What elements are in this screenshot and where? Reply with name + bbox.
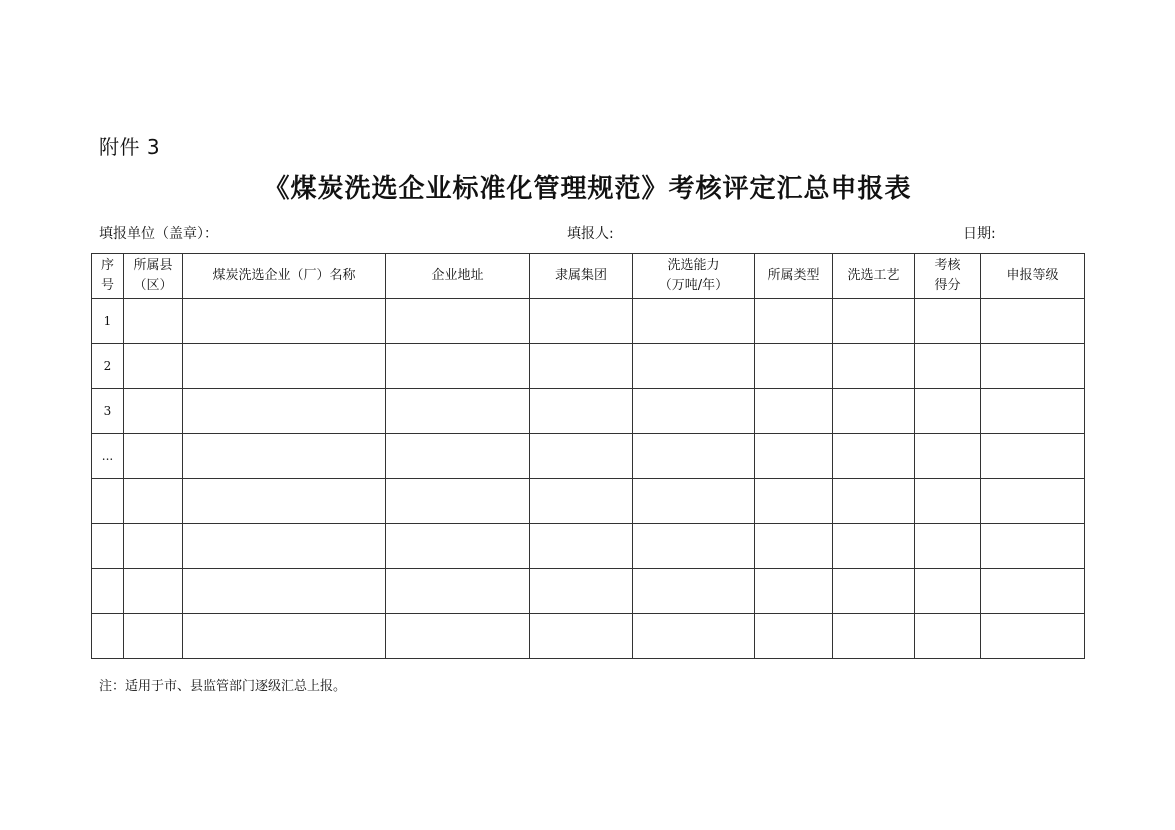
group-cell[interactable]: [530, 479, 633, 524]
process-cell[interactable]: [833, 299, 915, 344]
header-county-line2: （区）: [133, 278, 173, 293]
header-score-line1: 考核: [934, 258, 961, 273]
row-number: 1: [92, 299, 124, 344]
county-cell[interactable]: [124, 344, 183, 389]
capacity-cell[interactable]: [633, 344, 755, 389]
score-cell[interactable]: [915, 569, 981, 614]
enterprise-name-cell[interactable]: [183, 524, 386, 569]
attachment-label: 附件 3: [99, 135, 161, 159]
row-number: ...: [92, 434, 124, 479]
reporter-label: 填报人:: [567, 226, 614, 242]
enterprise-name-cell[interactable]: [183, 344, 386, 389]
enterprise-name-cell[interactable]: [183, 299, 386, 344]
grade-cell[interactable]: [981, 344, 1085, 389]
enterprise-name-cell[interactable]: [183, 389, 386, 434]
type-cell[interactable]: [755, 569, 833, 614]
grade-cell[interactable]: [981, 479, 1085, 524]
score-cell[interactable]: [915, 434, 981, 479]
enterprise-name-cell[interactable]: [183, 479, 386, 524]
type-cell[interactable]: [755, 344, 833, 389]
table-row: [92, 614, 1085, 659]
header-grade-text: 申报等级: [1006, 268, 1059, 283]
header-type-text: 所属类型: [767, 268, 820, 283]
grade-cell[interactable]: [981, 389, 1085, 434]
header-county-line1: 所属县: [133, 258, 173, 273]
group-cell[interactable]: [530, 569, 633, 614]
capacity-cell[interactable]: [633, 479, 755, 524]
row-number: 3: [92, 389, 124, 434]
header-score: [915, 254, 981, 299]
header-capacity-line1: 洗选能力: [667, 258, 720, 273]
header-county: [124, 254, 183, 299]
address-cell[interactable]: [386, 299, 530, 344]
county-cell[interactable]: [124, 614, 183, 659]
group-cell[interactable]: [530, 299, 633, 344]
group-cell[interactable]: [530, 614, 633, 659]
header-group: [530, 254, 633, 299]
header-capacity: [633, 254, 755, 299]
county-cell[interactable]: [124, 299, 183, 344]
header-seq-line2: 号: [100, 278, 114, 293]
process-cell[interactable]: [833, 614, 915, 659]
process-cell[interactable]: [833, 479, 915, 524]
header-type: [755, 254, 833, 299]
table-row: [92, 344, 1085, 389]
table-row: [92, 299, 1085, 344]
process-cell[interactable]: [833, 434, 915, 479]
type-cell[interactable]: [755, 479, 833, 524]
table-row: [92, 569, 1085, 614]
enterprise-name-cell[interactable]: [183, 569, 386, 614]
header-address: [386, 254, 530, 299]
grade-cell[interactable]: [981, 434, 1085, 479]
capacity-cell[interactable]: [633, 389, 755, 434]
group-cell[interactable]: [530, 389, 633, 434]
county-cell[interactable]: [124, 479, 183, 524]
summary-table: [91, 253, 1085, 659]
grade-cell[interactable]: [981, 299, 1085, 344]
address-cell[interactable]: [386, 524, 530, 569]
county-cell[interactable]: [124, 434, 183, 479]
score-cell[interactable]: [915, 389, 981, 434]
row-number: [92, 569, 124, 614]
capacity-cell[interactable]: [633, 614, 755, 659]
county-cell[interactable]: [124, 389, 183, 434]
score-cell[interactable]: [915, 344, 981, 389]
date-label: 日期:: [963, 226, 996, 242]
header-process-text: 洗选工艺: [847, 268, 900, 283]
group-cell[interactable]: [530, 524, 633, 569]
group-cell[interactable]: [530, 344, 633, 389]
type-cell[interactable]: [755, 389, 833, 434]
row-number: [92, 479, 124, 524]
process-cell[interactable]: [833, 344, 915, 389]
score-cell[interactable]: [915, 299, 981, 344]
address-cell[interactable]: [386, 614, 530, 659]
county-cell[interactable]: [124, 569, 183, 614]
score-cell[interactable]: [915, 524, 981, 569]
capacity-cell[interactable]: [633, 299, 755, 344]
process-cell[interactable]: [833, 389, 915, 434]
header-seq: [92, 254, 124, 299]
header-enterprise-name-text: 煤炭洗选企业（厂）名称: [212, 268, 356, 283]
address-cell[interactable]: [386, 344, 530, 389]
form-title: 《煤炭洗选企业标准化管理规范》考核评定汇总申报表: [263, 174, 912, 204]
header-grade: [981, 254, 1085, 299]
grade-cell[interactable]: [981, 569, 1085, 614]
grade-cell[interactable]: [981, 524, 1085, 569]
table-row: [92, 389, 1085, 434]
footnote: 注：适用于市、县监管部门逐级汇总上报。: [99, 679, 347, 694]
address-cell[interactable]: [386, 434, 530, 479]
process-cell[interactable]: [833, 569, 915, 614]
capacity-cell[interactable]: [633, 434, 755, 479]
header-address-text: 企业地址: [431, 268, 484, 283]
enterprise-name-cell[interactable]: [183, 434, 386, 479]
type-cell[interactable]: [755, 434, 833, 479]
row-number: 2: [92, 344, 124, 389]
type-cell[interactable]: [755, 524, 833, 569]
header-process: [833, 254, 915, 299]
grade-cell[interactable]: [981, 614, 1085, 659]
header-seq-line1: 序: [100, 258, 114, 273]
table-row: [92, 479, 1085, 524]
score-cell[interactable]: [915, 614, 981, 659]
header-enterprise-name: [183, 254, 386, 299]
address-cell[interactable]: [386, 389, 530, 434]
process-cell[interactable]: [833, 524, 915, 569]
row-number: [92, 524, 124, 569]
capacity-cell[interactable]: [633, 569, 755, 614]
score-cell[interactable]: [915, 479, 981, 524]
table-row: [92, 434, 1085, 479]
reporting-unit-label: 填报单位（盖章）：: [99, 226, 218, 242]
table-header-row: [92, 254, 1085, 299]
address-cell[interactable]: [386, 569, 530, 614]
header-capacity-line2: （万吨/年）: [658, 278, 729, 293]
row-number: [92, 614, 124, 659]
type-cell[interactable]: [755, 614, 833, 659]
table-row: [92, 524, 1085, 569]
type-cell[interactable]: [755, 299, 833, 344]
capacity-cell[interactable]: [633, 524, 755, 569]
address-cell[interactable]: [386, 479, 530, 524]
group-cell[interactable]: [530, 434, 633, 479]
header-score-line2: 得分: [934, 278, 961, 293]
county-cell[interactable]: [124, 524, 183, 569]
header-group-text: 隶属集团: [554, 268, 607, 283]
enterprise-name-cell[interactable]: [183, 614, 386, 659]
